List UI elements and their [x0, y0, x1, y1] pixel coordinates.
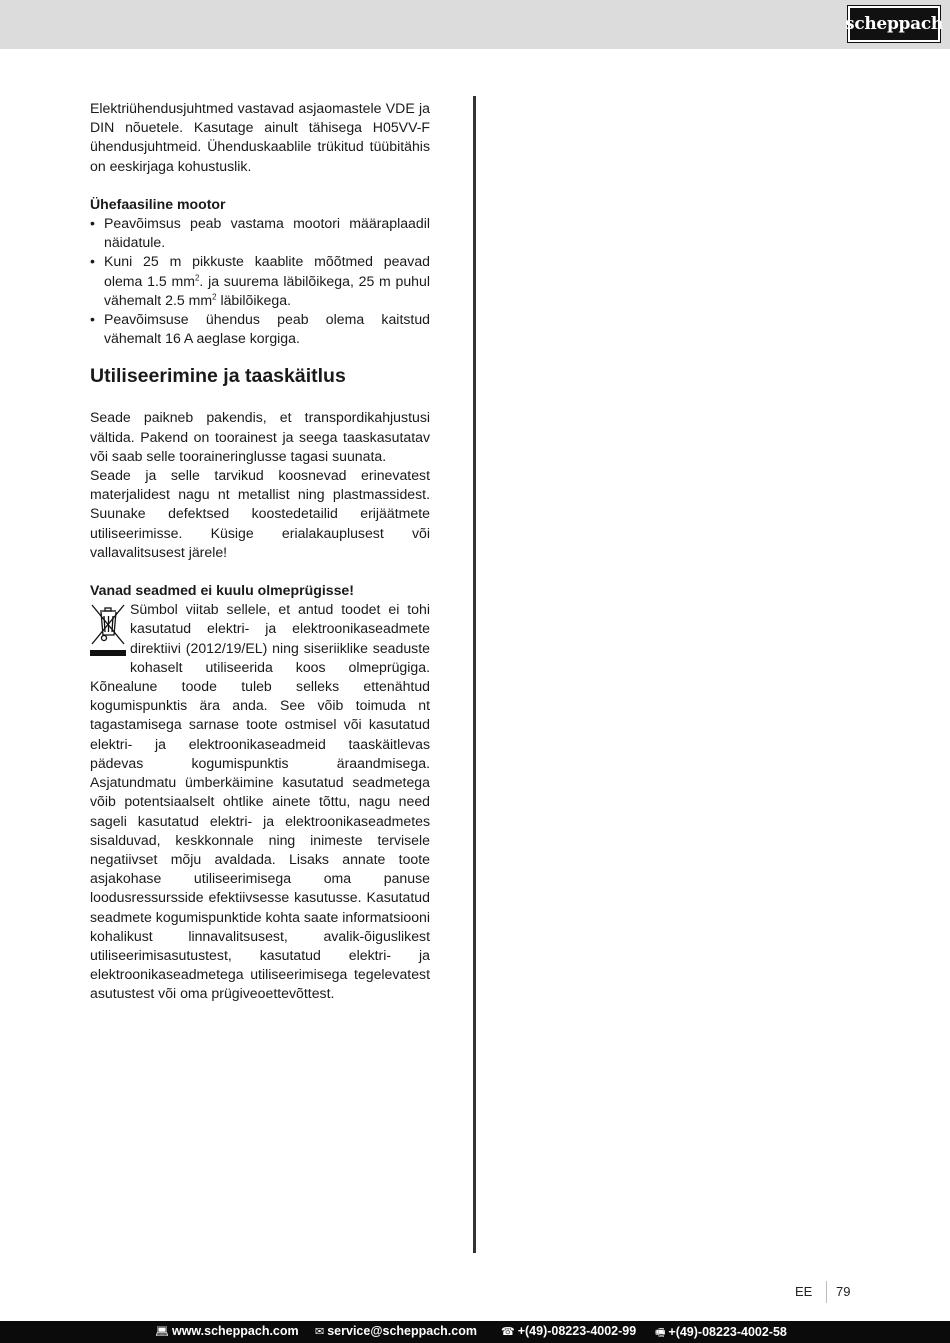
list-item: • Peavõimsus peab vastama mootori määraplaadil näidatule.: [90, 214, 430, 252]
list-item: [90, 252, 430, 310]
email-text: service@scheppach.com: [327, 1324, 477, 1338]
text-column: [90, 99, 430, 1004]
footer-bar: [0, 1321, 950, 1343]
scheppach-logo: [845, 6, 943, 42]
waste-heading: Vanad seadmed ei kuulu olmeprügisse!: [90, 582, 354, 599]
fax-icon: 🖷︎: [655, 1327, 666, 1339]
logo-text: scheppach: [845, 14, 943, 34]
list-item: • Peavõimsuse ühendus peab olema kaitstud vähemalt 16 A aeglase korgiga.: [90, 310, 430, 348]
separator: [826, 1281, 827, 1303]
email-link[interactable]: [315, 1324, 477, 1338]
header-bar: [0, 0, 950, 49]
intro-paragraph: Elektriühendusjuhtmed vastavad asjaomastele VDE ja DIN nõuetele. Kasutage ainult tähisega H05VV-F ühendusjuhtmeid. Ühenduskaablile trükitud tüübitähis on eeskirjaga kohustuslik.: [90, 100, 430, 174]
page-number: 79: [836, 1284, 851, 1299]
superscript: 2: [212, 292, 217, 302]
superscript: 2: [194, 272, 200, 282]
bullet2-text-a: Kuni 25 m pikkuste kaablite mõõtmed peavad olema 1.5 mm: [104, 253, 430, 289]
section-title: Utiliseerimine ja taaskäitlus: [90, 365, 346, 388]
packaging-paragraph: Seade paikneb pakendis, et transpordikahjustusi vältida. Pakend on toorainest ja seega taaskasutatav või saab selle tooraineringlusse tagasi suunata.: [90, 409, 430, 464]
single-phase-heading: Ühefaasiline mootor: [90, 195, 226, 212]
phone-icon: ☎: [501, 1326, 515, 1338]
phone-text: +(49)-08223-4002-99: [517, 1324, 637, 1338]
column-divider: [473, 96, 476, 1253]
phone-number: [501, 1324, 636, 1338]
fax-text: +(49)-08223-4002-58: [668, 1325, 787, 1339]
website-text: www.scheppach.com: [171, 1324, 299, 1338]
waste-paragraph: Sümbol viitab sellele, et antud toodet ei tohi kasutatud elektri- ja elektroonikaseadmete direktiivi (2012/19/EL) ning siseriiklike seaduste kohaselt utiliseerida koos olmeprügiga. Kõnealune toode tuleb selleks ettenähtud kogumispunktis ära anda. See võib toimuda nt tagastamisega sarnase toote ostmisel või kasutatud elektri- ja elektroonikaseadmeid taaskäitlevas pädevas kogumispunktis äraandmisega. Asjatundmatu ümberkäimine kasutatud seadmetega võib potentsiaalselt ohtlike ainete tõttu, nagu need sageli kasutatud elektri- ja elektroonikaseadmetes sisalduvad, keskkonnale ning inimeste tervisele negatiivset mõju avaldada. Lisaks annate toote asjakohase utiliseerimisega oma panuse loodusressursside efektiivsesse kasutusse. Kasutatud seadmete kogumispunktide kohta saate informatsiooni kohalikust linnavalitsusest, avalik-õiguslikest utiliseerimisasutustest, kasutatud elektri- ja elektroonikaseadmetega utiliseerimisega tegelevatest asutustest või oma prügiveoettevõttest.: [90, 601, 431, 1002]
bullet2-text-b: . ja suurema läbilõikega, 25 m puhul vähemalt 2.5 mm: [104, 272, 430, 308]
mail-icon: ✉: [315, 1326, 325, 1338]
computer-icon: 💻︎: [155, 1326, 169, 1338]
single-phase-list: [90, 214, 430, 348]
website-link[interactable]: [155, 1324, 299, 1338]
fax-number: [655, 1324, 787, 1343]
language-code: EE: [795, 1284, 813, 1299]
materials-paragraph: Seade ja selle tarvikud koosnevad erinevatest materjalidest nagu nt metallist ning plastmassidest. Suunake defektsed koostedetailid erijäätmete utiliseerimisse. Küsige erialakauplusest või vallavalitsusest järele!: [90, 467, 430, 560]
bullet2-text-c: läbilõikega.: [216, 291, 291, 308]
waste-block: [90, 600, 430, 1003]
crossed-out-wheelie-bin-icon: [90, 602, 126, 658]
